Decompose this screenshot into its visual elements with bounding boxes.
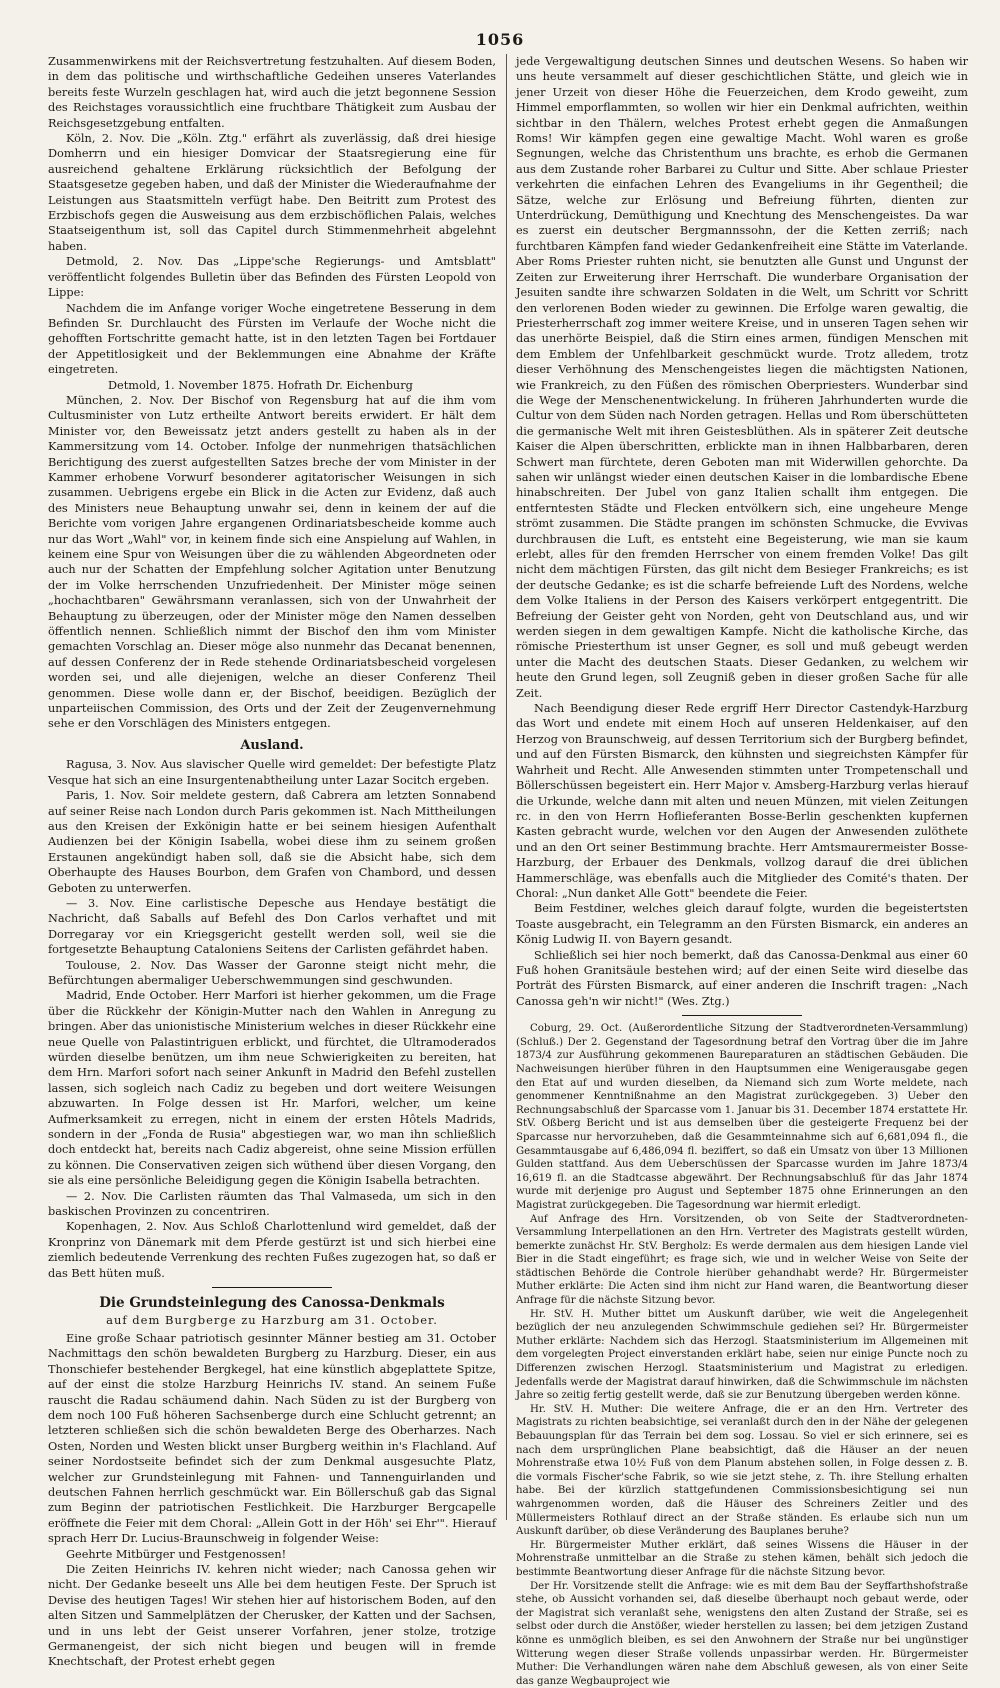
- right-top-group: [516, 54, 968, 1009]
- paragraph: Detmold, 2. Nov. Das „Lippe'sche Regierungs- und Amtsblatt" veröffentlicht folgendes Bulletin über das Befinden des Fürsten Leopold von Lippe:: [48, 255, 496, 300]
- paragraph: Paris, 1. Nov. Soir meldete gestern, daß Cabrera am letzten Sonnabend auf seiner Reise nach London durch Paris gekommen ist. Nach Mittheilungen aus den Kreisen der Exkönigin hatte er bei seinem hiesigen Aufenthalt Audienzen bei der Königin Isabella, wobei diese ihm zu seinem großen Erstaunen angekündigt haben soll, daß sie die Absicht habe, sich dem Oberhaupte des Hauses Bourbon, dem Grafen von Chambord, und dessen Geboten zu unterwerfen.: [48, 789, 496, 895]
- paragraph: Eine große Schaar patriotisch gesinnter Männer bestieg am 31. October Nachmittags den schön bewaldeten Burgberg zu Harzburg. Dieser, ein aus Thonschiefer bestehender Bergkegel, hat eine künstlich abgeplattete Spitze, auf der einst die stolze Harzburg Heinrichs IV. stand. An seinem Fuße rauscht die Radau schäumend dahin. Nach Süden zu ist der Burgberg von dem noch 100 Fuß höheren Sachsenberge durch eine Schlucht getrennt; an letzteren schließen sich die schön bewaldeten Berge des Oberharzes. Nach Osten, Norden und Westen blickt unser Burgberg weithin in's Flachland. Auf seiner Nordostseite befindet sich der zum Denkmal ausgesuchte Platz, welcher zur Grundsteinlegung mit Fahnen- und Tannenguirlanden und deutschen Fahnen herrlich geschmückt war. Ein Böllerschuß gab das Signal zum Beginn der patriotischen Festlichkeit. Die Harzburger Bergcapelle eröffnete die Feier mit dem Choral: „Allein Gott in der Höh' sei Ehr'". Hierauf sprach Herr Dr. Lucius-Braunschweig in folgender Weise:: [48, 1331, 496, 1546]
- paragraph: Der Hr. Vorsitzende stellt die Anfrage: wie es mit dem Bau der Seyffarthshofstraße stehe, ob Aussicht vorhanden sei, daß dieselbe überhaupt noch gebaut werde, oder der Magistrat sich veranlaßt sehe, wenigstens den alten Zustand der Straße, sei es selbst oder durch die Anstößer, wieder herstellen zu lassen; bei dem jetzigen Zustand könne es unmöglich bleiben, es sei den Anwohnern der Straße nur bei ungünstiger Witterung wegen dieser Straße vollends unpassirbar werden. Hr. Bürgermeister Muther: Die Verhandlungen wären nahe dem Abschluß gewesen, als von einer Seite das ganze Wegbauproject wie: [516, 1580, 968, 1687]
- paragraph: Nach Beendigung dieser Rede ergriff Herr Director Castendyk-Harzburg das Wort und endete mit einem Hoch auf unseren Heldenkaiser, auf den Herzog von Braunschweig, auf dessen Territorium sich der Burgberg befindet, und auf den Fürsten Bismarck, den kühnsten und siegreichsten Kämpfer für Wahrheit und Recht. Alle Anwesenden stimmten unter Trompetenschall und Böllerschüssen begeistert ein. Herr Major v. Amsberg-Harzburg verlas hierauf die Urkunde, welche dann mit alten und neuen Münzen, mit vielen Zeitungen rc. in den von Herrn Hoflieferanten Bosse-Berlin geschenkten kupfernen Kasten gebracht wurde, welchen vor den Augen der Anwesenden zulöthete und an den Ort seiner Bestimmung brachte. Herr Amtsmaurermeister Bosse-Harzburg, der Erbauer des Denkmals, vollzog darauf die drei üblichen Hammerschläge, was ebenfalls auch die Mitglieder des Comité's thaten. Der Choral: „Nun danket Alle Gott" beendete die Feier.: [516, 702, 968, 900]
- section-heading-ausland: Ausland.: [240, 737, 304, 753]
- paragraph: Coburg, 29. Oct. (Außerordentliche Sitzung der Stadtverordneten-Versammlung) (Schluß.) Der 2. Gegenstand der Tagesordnung betraf den Vortrag über die im Jahre 1873/4 zur Ausführung gekommenen Baureparaturen an städtischen Gebäuden. Die Nachweisungen hierüber führen in den Hauptsummen eine Wenigerausgabe gegen den Etat auf und wurden dieselben, da Niemand sich zum Worte meldete, nach genommener Kenntnißnahme an den Magistrat zurückgegeben. 3) Ueber den Rechnungsabschluß der Sparcasse vom 1. Januar bis 31. December 1874 erstattete Hr. StV. Oßberg Bericht und ist aus demselben über die gesteigerte Frequenz bei der Sparcasse nur hervorzuheben, daß die Gesammteinnahme sich auf 6,681,094 fl., die Gesammtausgabe auf 6,486,094 fl. beziffert, so daß ein Umsatz von über 13 Millionen Gulden stattfand. Aus dem Ueberschüssen der Sparcasse wurden im Jahre 1873/4 16,619 fl. an die Stadtcasse abgewährt. Der Rechnungsabschluß für das Jahr 1874 wurde mit derjenige pro August und September 1875 ohne Erinnerungen an den Magistrat zurückgegeben. Die Tagesordnung war hiermit erledigt.: [516, 1023, 969, 1211]
- bulletin-signature: Detmold, 1. November 1875. Hofrath Dr. Eichenburg: [108, 378, 413, 392]
- paragraph: Hr. StV. H. Muther: Die weitere Anfrage, die er an den Hrn. Vertreter des Magistrats zu richten beabsichtige, sei veranlaßt durch den in der Nähe der gelegenen Bebauungsplan für das Terrain bei dem sog. Lossau. So viel er sich erinnere, sei es nach dem ursprünglichen Plane beabsichtigt, daß die Häuser an der neuen Mohrenstraße etwa 10½ Fuß von dem Planum abstehen sollen, in Folge dessen z. B. die vormals Fischer'sche Fabrik, so wie sie jetzt stehe, z. Th. ihre Stellung erhalten habe. Bei der kürzlich stattgefundenen Commissionsbesichtigung sei nun wahrgenommen worden, daß die Häuser des Schreiners Zeitler und des Müllermeisters Rothlauf direct an der Straße ständen. Es erlaube sich nun um Auskunft darüber, ob diese Veränderung des Bauplanes beruhe?: [516, 1403, 968, 1538]
- paragraph: Kopenhagen, 2. Nov. Aus Schloß Charlottenlund wird gemeldet, daß der Kronprinz von Dänemark mit dem Pferde gestürzt ist und sich hierbei eine ziemlich bedeutende Verrenkung des rechten Fußes zugezogen hat, so daß er das Bett hüten muß.: [48, 1220, 496, 1280]
- article-group: [48, 1331, 496, 1670]
- left-top-group: [48, 54, 496, 732]
- paragraph: — 2. Nov. Die Carlisten räumten das Thal Valmaseda, um sich in den baskischen Provinzen zu concentriren.: [48, 1189, 496, 1219]
- article-title: Die Grundsteinlegung des Canossa-Denkmals: [99, 1295, 445, 1312]
- divider: [682, 1015, 802, 1016]
- paragraph: Ragusa, 3. Nov. Aus slavischer Quelle wird gemeldet: Der befestigte Platz Vesque hat sich an eine Insurgentenabtheilung unter Lazar Socitch ergeben.: [48, 758, 496, 787]
- paragraph: Schließlich sei hier noch bemerkt, daß das Canossa-Denkmal aus einer 60 Fuß hohen Granitsäule bestehen wird; auf der einen Seite wird dieselbe das Porträt des Fürsten Bismarck, auf einer anderen die Inschrift tragen: „Nach Canossa geh'n wir nicht!" (Wes. Ztg.): [516, 948, 968, 1008]
- divider: [212, 1287, 332, 1288]
- left-column: [48, 54, 496, 1669]
- paragraph: Beim Festdiner, welches gleich darauf folgte, wurden die begeistertsten Toaste ausgebracht, ein Telegramm an den Fürsten Bismarck, ein anderes an König Ludwig II. von Bayern gesandt.: [516, 902, 968, 947]
- paragraph: Toulouse, 2. Nov. Das Wasser der Garonne steigt nicht mehr, die Befürchtungen abermaliger Ueberschwemmungen sind geschwunden.: [48, 958, 496, 987]
- paragraph: Hr. Bürgermeister Muther erklärt, daß seines Wissens die Häuser in der Mohrenstraße unmittelbar an die Straße zu stehen kämen, behält sich jedoch die bestimmte Beantwortung dieser Anfrage für die nächste Sitzung bevor.: [516, 1539, 968, 1578]
- paragraph: Die Zeiten Heinrichs IV. kehren nicht wieder; nach Canossa gehen wir nicht. Der Gedanke beseelt uns Alle bei dem heutigen Feste. Der Spruch ist Devise des heutigen Tages! Wir stehen hier auf historischem Boden, auf den alten Sitzen und Sammelplätzen der Cherusker, der Katten und der Sachsen, und in uns lebt der Geist unserer Vorfahren, jener stolze, trotzige Germanengeist, der sich nicht biegen und beugen will in fremde Knechtschaft, der Protest erhebt gegen: [48, 1563, 496, 1669]
- ausland-group: [48, 757, 496, 1281]
- paragraph: Madrid, Ende October. Herr Marfori ist hierher gekommen, um die Frage über die Rückkehr der Königin-Mutter nach den Wahlen in Anregung zu bringen. Aber das unionistische Ministerium welches in dieser Rückkehr eine neue Quelle von Palastintriguen erblickt, und fürchtet, die Ultramoderados würden dieselbe benützen, um ihm neue Schwierigkeiten zu bereiten, hat dem Hrn. Marfori sofort nach seiner Ankunft in Madrid den Befehl zustellen lassen, sich sogleich nach Cadiz zu begeben und dort weitere Weisungen abzuwarten. In Folge dessen ist Hr. Marfori, welcher, um keine Aufmerksamkeit zu erregen, nicht in einem der ersten Hôtels Madrids, sondern in der „Fonda de Rusia" abgestiegen war, wo man ihn schließlich doch entdeckt hat, bereits nach Cadiz abgereist, ohne seine Mission erfüllen zu können. Die Conservativen zeigen sich wüthend über diesen Vorgang, den sie als eine persönliche Beleidigung gegen die Königin Isabella betrachten.: [48, 989, 496, 1188]
- paragraph: Köln, 2. Nov. Die „Köln. Ztg." erfährt als zuverlässig, daß drei hiesige Domherrn und ein hiesiger Domvicar der Staatsregierung eine für ausreichend gehaltene Erklärung rücksichtlich der Befolgung der Staatsgesetze gegeben haben, und daß der Minister die Wiederaufnahme der Leistungen aus Staatsmitteln verfügt habe. Den Beitritt zum Protest des Erzbischofs gegen die Ausweisung aus dem erzbischöflichen Palais, welches Staatseigenthum ist, soll das Capitel durch Stimmenmehrheit abgelehnt haben.: [48, 132, 496, 253]
- paragraph: Auf Anfrage des Hrn. Vorsitzenden, ob von Seite der Stadtverordneten-Versammlung Interpellationen an den Hrn. Vertreter des Magistrats gestellt würden, bemerkte zunächst Hr. StV. Bergholz: Es werde dermalen aus dem hiesigen Lande viel Bier in die Stadt eingeführt; es frage sich, wie und in welcher Weise von Seite der städtischen Behörde die Controle hierüber gehandhabt werde? Hr. Bürgermeister Muther erklärte: Die Acten sind ihm nicht zur Hand waren, die Beantwortung dieser Anfrage für die nächste Sitzung bevor.: [516, 1213, 968, 1307]
- column-rule: [506, 54, 507, 1520]
- paragraph: — 3. Nov. Eine carlistische Depesche aus Hendaye bestätigt die Nachricht, daß Saballs auf Befehl des Don Carlos verhaftet und mit Dorregaray vor ein Kriegsgericht gestellt werden soll, weil sie die fortgesetzte Behauptung Cataloniens Seitens der Carlisten gefährdet haben.: [48, 896, 496, 957]
- paragraph: Hr. StV. H. Muther bittet um Auskunft darüber, wie weit die Angelegenheit bezüglich der neu anzulegenden Schwimmschule gediehen sei? Hr. Bürgermeister Muther erklärte: Nachdem sich das Herzogl. Staatsministerium im Allgemeinen mit dem vorgelegten Project einverstanden erklärt habe, seien nur einige Puncte noch zu Differenzen zwischen Herzogl. Staatsministerium und Magistrat zu erledigen. Jedenfalls werde der Magistrat darauf hinwirken, daß die Schwimmschule im nächsten Jahre so zeitig fertig gestellt werde, daß sie zur Benutzung übergeben werden könne.: [516, 1308, 968, 1402]
- right-column: [516, 54, 969, 1687]
- page-number: 1056: [475, 30, 525, 49]
- paragraph: München, 2. Nov. Der Bischof von Regensburg hat auf die ihm vom Cultusminister von Lutz ertheilte Antwort bereits erwidert. Er hält dem Minister vor, den Beweissatz jetzt anders gestellt zu haben als in der Kammersitzung vom 14. October. Infolge der nunmehrigen thatsächlichen Berichtigung des zuerst aufgestellten Satzes breche der vom Minister in der Kammer erhobene Vorwurf besonderer agitatorischer Weisungen in sich zusammen. Uebrigens ergebe ein Blick in die Acten zur Evidenz, daß auch des Ministers neue Behauptung unwahr sei, denn in keinem der auf die Berichte vom vorigen Jahre ergangenen Ordinariatsbescheide komme auch nur das Wort „Wahl" vor, in keinem finde sich eine Anspielung auf Wahlen, in keinem eine Spur von Weisungen über die zu wählenden Abgeordneten oder auch nur der Schatten der Empfehlung solcher Agitation unter Benutzung der im Volke herrschenden Unzufriedenheit. Der Minister möge seinen „hochachtbaren" Gewährsmann veranlassen, sich von der Unwahrheit der Behauptung zu überzeugen, oder der Minister möge den Namen desselben öffentlich nennen. Schließlich nimmt der Bischof den ihm vom Minister gemachten Vorschlag an. Dieser möge also nunmehr das Decanat benennen, auf dessen Conferenz der in Rede stehende Ordinariatsbescheid vorgelesen worden sei, und alle diejenigen, welche an dieser Conferenz Theil genommen. Diese wolle dann er, der Bischof, beeidigen. Bezüglich der unparteiischen Commission, des Orts und der Zeit der Zeugenvernehmung sehe er den Vorschlägen des Ministers entgegen.: [48, 393, 496, 731]
- paragraph: Geehrte Mitbürger und Festgenossen!: [66, 1547, 287, 1561]
- paragraph: Zusammenwirkens mit der Reichsvertretung festzuhalten. Auf diesem Boden, in dem das politische und wirthschaftliche Gedeihen unseres Vaterlandes bereits feste Wurzeln geschlagen hat, wird auch die jetzt begonnene Session des Reichstages voraussichtlich eine fruchtbare Thätigkeit zum Ausbau der Reichsgesetzgebung entfalten.: [48, 55, 496, 130]
- paragraph: jede Vergewaltigung deutschen Sinnes und deutschen Wesens. So haben wir uns heute versammelt auf dieser geschichtlichen Stätte, und gleich wie in jener Urzeit von dieser Höhe die Feuerzeichen, dem Krodo geweiht, zum Himmel emporflammten, so wollen wir hier ein Denkmal aufrichten, weithin sichtbar in den Thälern, welches Protest erhebt gegen die Anmaßungen Roms! Wir kämpfen gegen eine gewaltige Macht. Wohl waren es große Segnungen, welche das Christenthum uns brachte, es erhob die Germanen aus dem Zustande roher Barbarei zu Cultur und Sitte. Aber schlaue Priester verkehrten die einfachen Lehren des Evangeliums in ihr Gegentheil; die Sätze, welche zur Erlösung und Befreiung führten, dienten zur Unterdrückung, Demüthigung und Knechtung des Menschengeistes. Da war es zuerst ein deutscher Bergmannssohn, der die Ketten zerriß; nach furchtbaren Kämpfen fand wieder Gedankenfreiheit eine Stätte im Vaterlande. Aber Roms Priester ruhten nicht, sie benutzten alle Gunst und Ungunst der Zeiten zur Erweiterung ihrer Herrschaft. Die wunderbare Organisation der Jesuiten sandte ihre schwarzen Soldaten in die Welt, um Schritt vor Schritt den verlorenen Boden wieder zu gewinnen. Die Erfolge waren gewaltig, die Priesterherrschaft zog immer weitere Kreise, und in unseren Tagen sehen wir das unerhörte Beispiel, daß die Stirn eines armen, fündigen Menschen mit dem Emblem der Unfehlbarkeit geschmückt wurde. Trotz alledem, trotz dieser Verhöhnung des Menschengeistes liegen die mächtigsten Nationen, wie Frankreich, zu den Füßen des römischen Oberpriesters. Wunderbar sind die Wege der Menschenentwickelung. In früheren Jahrhunderten wurde die Cultur von dem Süden nach Norden getragen. Hellas und Rom überschütteten die germanische Welt mit ihren Geistesblüthen. Als in späterer Zeit deutsche Kaiser die Alpen überschritten, erblickte man in ihnen Halbbarbaren, deren Schwert man fürchtete, deren Geboten man mit Widerwillen gehorchte. Da sahen wir unlängst wieder einen deutschen Kaiser in die lombardische Ebene hinabschreiten. Der Jubel von ganz Italien schallt ihm entgegen. Die entferntesten Städte und Flecken entvölkern sich, eine ungeheure Menge strömt zusammen. Die Städte prangen im schönsten Schmucke, die Evvivas durchbrausen die Luft, es entsteht eine Begeisterung, wie man sie kaum erlebt, alles für den fremden Herrscher von einem fremden Volke! Das gilt nicht dem mächtigen Fürsten, das gilt nicht dem Besieger Frankreichs; es ist der deutsche Gedanke; es ist die scharfe befreiende Luft des Nordens, welche dem Volke Italiens in der Person des Kaisers verkörpert entgegentritt. Die Befreiung der Geister geht von Norden, geht von Deutschland aus, und wir werden siegen in dem gewaltigen Kampfe. Nicht die katholische Kirche, das römische Priesterthum ist unser Gegner, es soll und muß gebeugt werden unter die Macht des deutschen Staats. Dieser Gedanken, zu welchem wir heute den Grund legen, soll Zeugniß geben in dieser großen Sache für alle Zeit.: [516, 55, 968, 700]
- article-subtitle: auf dem Burgberge zu Harzburg am 31. October.: [106, 1312, 438, 1327]
- coburg-group: [516, 1022, 968, 1688]
- paragraph: Nachdem die im Anfange voriger Woche eingetretene Besserung in dem Befinden Sr. Durchlaucht des Fürsten im Verlaufe der Woche nicht die gehofften Fortschritte gemacht hatte, ist in den letzten Tagen bei Fortdauer der Appetitlosigkeit und der Beklemmungen eine Abnahme der Kräfte eingetreten.: [48, 301, 496, 377]
